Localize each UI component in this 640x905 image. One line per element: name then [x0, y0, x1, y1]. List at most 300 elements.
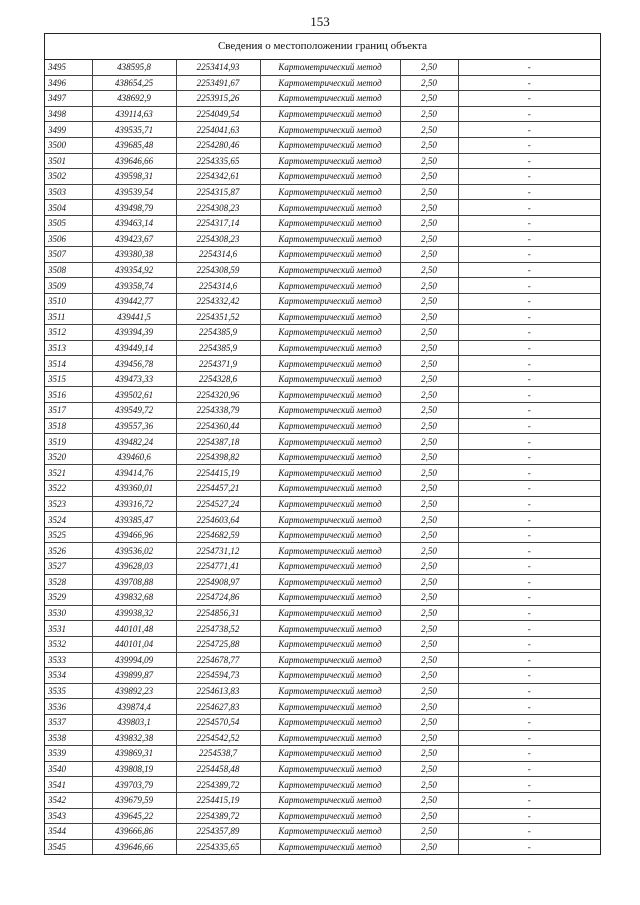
point-number-cell: 3504: [45, 200, 92, 216]
method-cell: Картометрический метод: [260, 325, 400, 341]
y-coordinate-cell: 2254389,72: [176, 808, 260, 824]
x-coordinate-cell: 439442,77: [92, 293, 176, 309]
y-coordinate-cell: 2254338,79: [176, 403, 260, 419]
table-row: [45, 247, 600, 263]
accuracy-cell: 2,50: [400, 792, 458, 808]
x-coordinate-cell: 439456,78: [92, 356, 176, 372]
x-coordinate-cell: 439832,38: [92, 730, 176, 746]
description-cell: -: [458, 652, 600, 668]
method-cell: Картометрический метод: [260, 481, 400, 497]
point-number-cell: 3522: [45, 481, 92, 497]
table-row: [45, 403, 600, 419]
point-number-cell: 3501: [45, 153, 92, 169]
point-number-cell: 3518: [45, 418, 92, 434]
accuracy-cell: 2,50: [400, 231, 458, 247]
method-cell: Картометрический метод: [260, 668, 400, 684]
point-number-cell: 3532: [45, 636, 92, 652]
y-coordinate-cell: 2254308,23: [176, 231, 260, 247]
accuracy-cell: 2,50: [400, 184, 458, 200]
description-cell: -: [458, 543, 600, 559]
y-coordinate-cell: 2254385,9: [176, 340, 260, 356]
table-row: [45, 683, 600, 699]
point-number-cell: 3523: [45, 496, 92, 512]
method-cell: Картометрический метод: [260, 403, 400, 419]
y-coordinate-cell: 2254682,59: [176, 527, 260, 543]
point-number-cell: 3507: [45, 247, 92, 263]
y-coordinate-cell: 2254457,21: [176, 481, 260, 497]
method-cell: Картометрический метод: [260, 184, 400, 200]
x-coordinate-cell: 439380,38: [92, 247, 176, 263]
table-row: [45, 449, 600, 465]
y-coordinate-cell: 2254308,23: [176, 200, 260, 216]
table-row: [45, 137, 600, 153]
table-row: [45, 293, 600, 309]
x-coordinate-cell: 439423,67: [92, 231, 176, 247]
method-cell: Картометрический метод: [260, 496, 400, 512]
table-row: [45, 418, 600, 434]
accuracy-cell: 2,50: [400, 699, 458, 715]
method-cell: Картометрический метод: [260, 543, 400, 559]
description-cell: -: [458, 387, 600, 403]
accuracy-cell: 2,50: [400, 683, 458, 699]
accuracy-cell: 2,50: [400, 481, 458, 497]
x-coordinate-cell: 439502,61: [92, 387, 176, 403]
y-coordinate-cell: 2254335,65: [176, 153, 260, 169]
point-number-cell: 3542: [45, 792, 92, 808]
table-row: [45, 465, 600, 481]
x-coordinate-cell: 439536,02: [92, 543, 176, 559]
point-number-cell: 3513: [45, 340, 92, 356]
description-cell: -: [458, 106, 600, 122]
description-cell: -: [458, 449, 600, 465]
table-row: [45, 122, 600, 138]
x-coordinate-cell: 439869,31: [92, 746, 176, 762]
x-coordinate-cell: 439535,71: [92, 122, 176, 138]
table-row: [45, 839, 600, 854]
description-cell: -: [458, 481, 600, 497]
x-coordinate-cell: 439803,1: [92, 714, 176, 730]
accuracy-cell: 2,50: [400, 668, 458, 684]
table-row: [45, 543, 600, 559]
accuracy-cell: 2,50: [400, 824, 458, 840]
method-cell: Картометрический метод: [260, 636, 400, 652]
description-cell: -: [458, 262, 600, 278]
table-row: [45, 387, 600, 403]
description-cell: -: [458, 777, 600, 793]
description-cell: -: [458, 153, 600, 169]
coordinates-sheet: [44, 33, 601, 855]
point-number-cell: 3502: [45, 169, 92, 185]
x-coordinate-cell: 438692,9: [92, 91, 176, 107]
description-cell: -: [458, 231, 600, 247]
point-number-cell: 3525: [45, 527, 92, 543]
description-cell: -: [458, 496, 600, 512]
point-number-cell: 3512: [45, 325, 92, 341]
method-cell: Картометрический метод: [260, 122, 400, 138]
y-coordinate-cell: 2254385,9: [176, 325, 260, 341]
point-number-cell: 3535: [45, 683, 92, 699]
table-row: [45, 512, 600, 528]
description-cell: -: [458, 215, 600, 231]
accuracy-cell: 2,50: [400, 200, 458, 216]
table-row: [45, 761, 600, 777]
method-cell: Картометрический метод: [260, 792, 400, 808]
point-number-cell: 3530: [45, 605, 92, 621]
method-cell: Картометрический метод: [260, 465, 400, 481]
method-cell: Картометрический метод: [260, 215, 400, 231]
x-coordinate-cell: 439808,19: [92, 761, 176, 777]
point-number-cell: 3509: [45, 278, 92, 294]
accuracy-cell: 2,50: [400, 262, 458, 278]
accuracy-cell: 2,50: [400, 652, 458, 668]
table-row: [45, 668, 600, 684]
y-coordinate-cell: 2254351,52: [176, 309, 260, 325]
accuracy-cell: 2,50: [400, 590, 458, 606]
x-coordinate-cell: 439899,87: [92, 668, 176, 684]
accuracy-cell: 2,50: [400, 605, 458, 621]
y-coordinate-cell: 2254542,52: [176, 730, 260, 746]
description-cell: -: [458, 75, 600, 91]
x-coordinate-cell: 439385,47: [92, 512, 176, 528]
point-number-cell: 3529: [45, 590, 92, 606]
x-coordinate-cell: 439549,72: [92, 403, 176, 419]
description-cell: -: [458, 247, 600, 263]
y-coordinate-cell: 2254049,54: [176, 106, 260, 122]
table-row: [45, 481, 600, 497]
table-row: [45, 590, 600, 606]
accuracy-cell: 2,50: [400, 309, 458, 325]
page-number: 153: [310, 14, 330, 29]
x-coordinate-cell: 439557,36: [92, 418, 176, 434]
method-cell: Картометрический метод: [260, 761, 400, 777]
table-row: [45, 262, 600, 278]
point-number-cell: 3543: [45, 808, 92, 824]
x-coordinate-cell: 439466,96: [92, 527, 176, 543]
description-cell: -: [458, 169, 600, 185]
method-cell: Картометрический метод: [260, 527, 400, 543]
point-number-cell: 3500: [45, 137, 92, 153]
method-cell: Картометрический метод: [260, 714, 400, 730]
y-coordinate-cell: 2254332,42: [176, 293, 260, 309]
description-cell: -: [458, 371, 600, 387]
point-number-cell: 3537: [45, 714, 92, 730]
point-number-cell: 3545: [45, 839, 92, 854]
y-coordinate-cell: 2254398,82: [176, 449, 260, 465]
description-cell: -: [458, 200, 600, 216]
accuracy-cell: 2,50: [400, 325, 458, 341]
x-coordinate-cell: 439441,5: [92, 309, 176, 325]
accuracy-cell: 2,50: [400, 60, 458, 75]
table-row: [45, 699, 600, 715]
description-cell: -: [458, 137, 600, 153]
point-number-cell: 3524: [45, 512, 92, 528]
accuracy-cell: 2,50: [400, 278, 458, 294]
description-cell: -: [458, 574, 600, 590]
y-coordinate-cell: 2254387,18: [176, 434, 260, 450]
description-cell: -: [458, 325, 600, 341]
table-row: [45, 824, 600, 840]
table-row: [45, 652, 600, 668]
point-number-cell: 3544: [45, 824, 92, 840]
x-coordinate-cell: 439938,32: [92, 605, 176, 621]
point-number-cell: 3496: [45, 75, 92, 91]
x-coordinate-cell: 439449,14: [92, 340, 176, 356]
point-number-cell: 3515: [45, 371, 92, 387]
description-cell: -: [458, 278, 600, 294]
accuracy-cell: 2,50: [400, 839, 458, 854]
table-row: [45, 636, 600, 652]
description-cell: -: [458, 418, 600, 434]
accuracy-cell: 2,50: [400, 75, 458, 91]
method-cell: Картометрический метод: [260, 356, 400, 372]
table-row: [45, 200, 600, 216]
point-number-cell: 3514: [45, 356, 92, 372]
method-cell: Картометрический метод: [260, 75, 400, 91]
description-cell: -: [458, 434, 600, 450]
method-cell: Картометрический метод: [260, 371, 400, 387]
method-cell: Картометрический метод: [260, 574, 400, 590]
y-coordinate-cell: 2254371,9: [176, 356, 260, 372]
method-cell: Картометрический метод: [260, 434, 400, 450]
description-cell: -: [458, 730, 600, 746]
x-coordinate-cell: 439666,86: [92, 824, 176, 840]
description-cell: -: [458, 122, 600, 138]
x-coordinate-cell: 439703,79: [92, 777, 176, 793]
accuracy-cell: 2,50: [400, 636, 458, 652]
x-coordinate-cell: 439460,6: [92, 449, 176, 465]
x-coordinate-cell: 439482,24: [92, 434, 176, 450]
y-coordinate-cell: 2254328,6: [176, 371, 260, 387]
accuracy-cell: 2,50: [400, 418, 458, 434]
y-coordinate-cell: 2254738,52: [176, 621, 260, 637]
y-coordinate-cell: 2254908,97: [176, 574, 260, 590]
method-cell: Картометрический метод: [260, 621, 400, 637]
description-cell: -: [458, 636, 600, 652]
y-coordinate-cell: 2254527,24: [176, 496, 260, 512]
accuracy-cell: 2,50: [400, 215, 458, 231]
table-row: [45, 340, 600, 356]
table-row: [45, 777, 600, 793]
method-cell: Картометрический метод: [260, 418, 400, 434]
x-coordinate-cell: 439598,31: [92, 169, 176, 185]
method-cell: Картометрический метод: [260, 590, 400, 606]
point-number-cell: 3528: [45, 574, 92, 590]
x-coordinate-cell: 439316,72: [92, 496, 176, 512]
method-cell: Картометрический метод: [260, 839, 400, 854]
description-cell: -: [458, 746, 600, 762]
description-cell: -: [458, 668, 600, 684]
y-coordinate-cell: 2254342,61: [176, 169, 260, 185]
method-cell: Картометрический метод: [260, 137, 400, 153]
accuracy-cell: 2,50: [400, 340, 458, 356]
x-coordinate-cell: 439539,54: [92, 184, 176, 200]
accuracy-cell: 2,50: [400, 527, 458, 543]
accuracy-cell: 2,50: [400, 761, 458, 777]
point-number-cell: 3508: [45, 262, 92, 278]
point-number-cell: 3495: [45, 60, 92, 75]
coordinates-table: [45, 60, 600, 854]
point-number-cell: 3520: [45, 449, 92, 465]
method-cell: Картометрический метод: [260, 652, 400, 668]
accuracy-cell: 2,50: [400, 465, 458, 481]
point-number-cell: 3541: [45, 777, 92, 793]
accuracy-cell: 2,50: [400, 169, 458, 185]
description-cell: -: [458, 184, 600, 200]
accuracy-cell: 2,50: [400, 449, 458, 465]
method-cell: Картометрический метод: [260, 91, 400, 107]
table-row: [45, 75, 600, 91]
y-coordinate-cell: 2254603,64: [176, 512, 260, 528]
y-coordinate-cell: 2254415,19: [176, 465, 260, 481]
description-cell: -: [458, 60, 600, 75]
accuracy-cell: 2,50: [400, 91, 458, 107]
description-cell: -: [458, 309, 600, 325]
accuracy-cell: 2,50: [400, 387, 458, 403]
y-coordinate-cell: 2253414,93: [176, 60, 260, 75]
table-row: [45, 184, 600, 200]
table-row: [45, 605, 600, 621]
x-coordinate-cell: 440101,04: [92, 636, 176, 652]
table-row: [45, 621, 600, 637]
y-coordinate-cell: 2254308,59: [176, 262, 260, 278]
y-coordinate-cell: 2254725,88: [176, 636, 260, 652]
x-coordinate-cell: 439646,66: [92, 153, 176, 169]
point-number-cell: 3497: [45, 91, 92, 107]
accuracy-cell: 2,50: [400, 371, 458, 387]
accuracy-cell: 2,50: [400, 543, 458, 559]
accuracy-cell: 2,50: [400, 808, 458, 824]
description-cell: -: [458, 590, 600, 606]
table-row: [45, 792, 600, 808]
description-cell: -: [458, 621, 600, 637]
accuracy-cell: 2,50: [400, 559, 458, 575]
x-coordinate-cell: 439358,74: [92, 278, 176, 294]
description-cell: -: [458, 761, 600, 777]
description-cell: -: [458, 792, 600, 808]
accuracy-cell: 2,50: [400, 106, 458, 122]
y-coordinate-cell: 2254389,72: [176, 777, 260, 793]
table-row: [45, 527, 600, 543]
accuracy-cell: 2,50: [400, 403, 458, 419]
method-cell: Картометрический метод: [260, 777, 400, 793]
description-cell: -: [458, 91, 600, 107]
y-coordinate-cell: 2254314,6: [176, 247, 260, 263]
table-row: [45, 309, 600, 325]
table-row: [45, 371, 600, 387]
y-coordinate-cell: 2254594,73: [176, 668, 260, 684]
accuracy-cell: 2,50: [400, 122, 458, 138]
y-coordinate-cell: 2254041,63: [176, 122, 260, 138]
y-coordinate-cell: 2253915,26: [176, 91, 260, 107]
y-coordinate-cell: 2254280,46: [176, 137, 260, 153]
point-number-cell: 3516: [45, 387, 92, 403]
method-cell: Картометрический метод: [260, 512, 400, 528]
x-coordinate-cell: 439394,39: [92, 325, 176, 341]
accuracy-cell: 2,50: [400, 496, 458, 512]
accuracy-cell: 2,50: [400, 356, 458, 372]
method-cell: Картометрический метод: [260, 449, 400, 465]
point-number-cell: 3503: [45, 184, 92, 200]
description-cell: -: [458, 683, 600, 699]
method-cell: Картометрический метод: [260, 262, 400, 278]
table-row: [45, 746, 600, 762]
y-coordinate-cell: 2254458,48: [176, 761, 260, 777]
x-coordinate-cell: 439994,09: [92, 652, 176, 668]
table-row: [45, 325, 600, 341]
x-coordinate-cell: 439645,22: [92, 808, 176, 824]
y-coordinate-cell: 2254315,87: [176, 184, 260, 200]
table-row: [45, 60, 600, 75]
table-row: [45, 106, 600, 122]
x-coordinate-cell: 439874,4: [92, 699, 176, 715]
accuracy-cell: 2,50: [400, 621, 458, 637]
point-number-cell: 3540: [45, 761, 92, 777]
y-coordinate-cell: 2254731,12: [176, 543, 260, 559]
description-cell: -: [458, 605, 600, 621]
method-cell: Картометрический метод: [260, 293, 400, 309]
y-coordinate-cell: 2254317,14: [176, 215, 260, 231]
y-coordinate-cell: 2254724,86: [176, 590, 260, 606]
accuracy-cell: 2,50: [400, 730, 458, 746]
point-number-cell: 3499: [45, 122, 92, 138]
y-coordinate-cell: 2254320,96: [176, 387, 260, 403]
table-row: [45, 278, 600, 294]
table-row: [45, 730, 600, 746]
y-coordinate-cell: 2254856,31: [176, 605, 260, 621]
point-number-cell: 3527: [45, 559, 92, 575]
x-coordinate-cell: 439354,92: [92, 262, 176, 278]
accuracy-cell: 2,50: [400, 293, 458, 309]
table-row: [45, 153, 600, 169]
method-cell: Картометрический метод: [260, 730, 400, 746]
description-cell: -: [458, 559, 600, 575]
description-cell: -: [458, 714, 600, 730]
method-cell: Картометрический метод: [260, 60, 400, 75]
point-number-cell: 3511: [45, 309, 92, 325]
method-cell: Картометрический метод: [260, 278, 400, 294]
point-number-cell: 3534: [45, 668, 92, 684]
method-cell: Картометрический метод: [260, 605, 400, 621]
description-cell: -: [458, 699, 600, 715]
method-cell: Картометрический метод: [260, 169, 400, 185]
method-cell: Картометрический метод: [260, 559, 400, 575]
y-coordinate-cell: 2254360,44: [176, 418, 260, 434]
table-row: [45, 169, 600, 185]
x-coordinate-cell: 439685,48: [92, 137, 176, 153]
table-row: [45, 434, 600, 450]
description-cell: -: [458, 512, 600, 528]
description-cell: -: [458, 839, 600, 854]
accuracy-cell: 2,50: [400, 746, 458, 762]
point-number-cell: 3517: [45, 403, 92, 419]
y-coordinate-cell: 2254678,77: [176, 652, 260, 668]
point-number-cell: 3498: [45, 106, 92, 122]
x-coordinate-cell: 439628,03: [92, 559, 176, 575]
y-coordinate-cell: 2254613,83: [176, 683, 260, 699]
accuracy-cell: 2,50: [400, 434, 458, 450]
description-cell: -: [458, 808, 600, 824]
y-coordinate-cell: 2254335,65: [176, 839, 260, 854]
method-cell: Картометрический метод: [260, 824, 400, 840]
point-number-cell: 3506: [45, 231, 92, 247]
x-coordinate-cell: 440101,48: [92, 621, 176, 637]
method-cell: Картометрический метод: [260, 247, 400, 263]
table-row: [45, 559, 600, 575]
point-number-cell: 3510: [45, 293, 92, 309]
table-row: [45, 91, 600, 107]
x-coordinate-cell: 439414,76: [92, 465, 176, 481]
point-number-cell: 3505: [45, 215, 92, 231]
